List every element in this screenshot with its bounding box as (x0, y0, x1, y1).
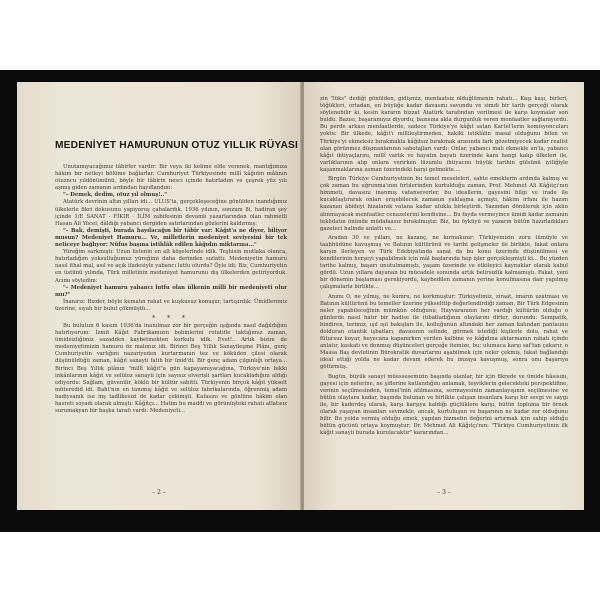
quote: "– Medeniyet hamuru yabancı lutfu olan ülkenin millî bir medeniyeti olur mu?" (55, 284, 287, 298)
quote: "– Demek, dedim, otuz yıl olmuş!.." (63, 192, 168, 199)
paragraph: zin "lüks" dediği gönülden, gidişmiz, menfaatsiz olduğlümenin rahatı... Kaşı kaşı, birleri, töğükleri, ortadan, en büyüğe kadar davasını savundu ve simdi bir tarih gerçeği olarak söylenebilir ki, kesin kararın bizzat Atatürk tarafından verilmesi ile karşı koymalar son buldu. Bazısı, başaramıyız diyordu, bazısına akla durgunluk veren menfaatler sağlanıyordu. Bu perde arkası menfaatlerde, sadece Türkiye'ye kâğıt satan Kartel'lerin komisyoncuları yoktu: Bir ülkede, kâğıt'ı millileştirmeden, hakiki istiklâlin masal olduğunu bilen ve Türkiye'yi ekmeksiz bırakmakla kâğıtsız bırakmak arasında fark gözetmiyecek kadar realist olan görünmez düşmanlarının sabotajları vardı: Onlar, yabancı malı ekmekle un'la, yabancı kâğıt ihtiyaçlarını, millî varlık ve hayatın hayatı üzerinde kara hangi kalıp ülkeleri ile, varlıklarının alıp onlara verirken lüzumlu ihtiyacını büyük tarihin gülsünü iyiliğiyle kaşanmaklarına zaman üzerindeki harşi gelmekte.... (320, 96, 568, 173)
paragraph: İnanırız: Bızder, böyle kemalın rahat ve kuşkusuz konuşur, tartışırdık: Ümidlerimiz üzerine, sıyah bir bulut çökmüştü... (55, 298, 287, 312)
page-number: – 3 – (437, 489, 451, 496)
paragraph: Aradan 30 ve yılları, ne kazanç, ne kırmakızar: Türkiyemizin zoru tümüyle ve taahhüdüne kavuşmuş ve Batının kültürünü ve tarihi gelişmeler ile birlikte, fakat onlara karşın ilerleyen ve Türk Edebiyatında sanat da bu konu üzerinde düşünülmesi ve kendilerinin herşeyi yapabilmek için mâl başlarında hep işler gerçekleşmişti ki... Bu yüzden tarihe kalmış, başarı unutulmamıştı, yaşam üzerinde ve etkileyici kaynaklar olarak kabul gördü. Uzun yıllara dayanan bu mücadele sonunda artık belirsizlik kalmamıştı. Fakat, yeni bir dönemin başlaması gerekiyordu, kaybedilen zamanın yerine konulmasına dair yapılmış çalışmalarla birlikte... (320, 234, 568, 291)
article-title: MEDENİYET HAMURUNUN OTUZ YILLIK RÜYASI (55, 140, 299, 151)
left-page (17, 82, 301, 510)
paragraph: Yüreğim sarkmıştı: Uzun listenin en alt köşelerinde idik. Teşhisin mutlaka olunca, hatırladığım yoksulluğumuz yüreğimi daha derinden sızlattı: Medeniyetin hamuru nasıl ithal mal, asıl ve açık ifadesiyle yabancı lutfu olurdu? Öyle idi: Biz, Cumhuriyetin en üstünü yılında, Türk milletinin medeniyet hamurunu dış ülkelerden getiriyorduk. Acımı söyledim: (55, 249, 287, 284)
right-page (304, 82, 584, 510)
quote: "– Bak, demişti, burada bayılacağın bir tâbir var: Kâğıt'a ne diyor, biliyor musun? Medeniyet Hamuru... Ve, milletlerin medeniyet seviyesini bir tek neticeye bağlıyor: Nüfus başına istihlâk edilen kâğıdın miktarına..." (55, 227, 287, 249)
paragraph: Bugün, büyük sanayi müessesemizin başında olanlar, bir için fikrede ve ümide bâsısını, gayesi için neferine, ne şiflerine katlandığını anlamak, teşviklerin gelecekteki perspektifine, verinin seçilmesinden, temel'inin atılmasına, sermayesinin zamanlayışının seçilmesine ve bütün olaylara kadar, başında bulunan ve birlikte çalışan insanlara karşı bir sevgi ve saygı ile, bir kaderdeş olarak, karşı karşıya kaldığı güçlüklere karşı, bütün topluma bir örnek olarak yaşayan insanları sevmekle, ancak, kurtuluşun ve başarının ne kadar zor olduğunu bilir. Bu yolda vermiş olduğu emek, yapılan hizmetin değerini artırmak için sahip olduğu bütün gücünü ortaya koymuştur; Dr. Mehmet Ali Kâğıtçı'nın: "Türkiye Cumhuriyetinin ilk kâğıt sanayii burada kurulacaktır" kararından... (320, 373, 568, 437)
paragraph: Unutamıyacağımız tâbirler vardır: Bir veya iki kelime elde verenek, mantığımıza hâkim bir netleyi bölüme bağlarlar. Cumhuriyet Türkiyesinde millî kâğıdın mâlının otuzncu yıldönümünü, böyle bir tâbirin nesci içinde hatırladım ve çeşrek yüz yılı aşmış giden zamanın ardından hayıflandım: (55, 164, 287, 192)
paragraph: Bu bulutun 6 kasım 1936'da inanılmaz zor bir gerçeğin ışığında nasıl dağıldığını hatırlıyorum: İzmit Kâğıt Fabrikamızın bobinlerini rotatifle taktığımız zaman, ümidsizliğimiz sazadden kaybetmekten korkulu idik. Evet!.. Artık bizim de medeniyetimizin hamuru öz malımız idi. Birinci Beş Yıllık Sanayileşme Plânı, genç Cumhuriyetin varlığını nazariyeden kurtarmanın tez ve köküden çilesi olarak düşünüldüğü zaman, kâğıt sanayii fatih bir ünid'di. Bir genç adam çılgınlığı ortaya... Birinci Beş Yıllık plânın "millî kâğıt"a gün kapayamıyacağına, Türkiye'nin bıkkı inkânlarının kâğıt ve selüloz sanayii için sayısız elverişli şartları kucakladığını aldığı ediyordu: Sağlam, güvenilir, köklü bir kültür sabitti. Türkiyenin birçok kâğıt yükselt müteredid idi. Baht'nın en tanımış kâğıt ve selüloz fabrikalarında, öğrenmiş adam hadiysanık ise inş tadlikesizi de kadar çekimşti. Kafasını ve gönlüne hâkim olan hasreti soyadı olarak almıştı: Kâğıtçı... Hatim bu maddi ve görünüşteki rahatı atlatısız surumakyan bir başka tarafı vardı: Medeniyeti... (55, 322, 287, 415)
paragraph: Atatürk devrinin altın yılları idi... ULUS'ta, gerçekleşeceğine gönülden inandığımız ülkelerle fikri dokusunu yapıyoruş çabalardık. 1936 yılının, sonzum 8i, hadiran şey içinde 1/E SANAT · FİKİR · İLİM zabifesinin devamlı yazarlarından olan rahmetli Hasan Âli Yücel, dâldığı yabancı dergiden satırlarından gözlerini kaldırmış: (55, 199, 287, 227)
section-separator: * * * (152, 314, 190, 322)
paragraph: Birgün Türkiye Cumhuriyetinin bu temel meseleleri, sahte emeklerin ardında kalmış ve çok zaman bu uğrunma'ının fırtılerinden kurtulduğu zaman, Prof. Mehmet Ali Kâğıtçı'nın himmeti, davasını inanmış vatanseverler, bu ideallerin, gayesini bilgi ve irade ile kucaklaştırarak onları erişebilecek zamanın yaklaşma açmıştı, hâkim irfanı ile hazım kazanan âbideyi hizalarak vatana kadar ufukla birleştirdi. Yazından dönülerek için aklın alınmayacak menfaatler cenazelerini kendisine... Bu fayda vermeyince ümidi kadar zamanın teklidatın önünde müdafaasız bırakılmıştır. Biz, bu öyküyü ve yazarın bütün hazırladıkları gazeteci halinde anlattı ve... (320, 176, 569, 232)
paragraph: Anımı O, ne yılmış, ne kumru, ne korkmuştur: Türkiyelimiz, ziraat, imarın uzatması ve Batının kültürünü bu temeller üzerine yükselttip değerlendirdiği zaman, Bir Türk Edgesinin neler yapabileceğinin mümkün olduğunu, Hayvaranının her vardığı kültürün olduğu o günlerde nasıl hatır bir hadise ile itibatladığının olaylarını dirler, durundu: Sempatik, bindiren, terimiz, ışıl ışıl bakışları ile, kolluğunun altındaki her zaman kalından pantaunu dolduran otantik işbatları, davasının selinde, görmek istediği kişilerle dolu, rahat ve fütursuz koyar, heyecana kapanırken verilen kalbine ve kâğıdına aktarmanın rahatı içinde anlatır, kaskatı ve donmuş düşünceleri gerçeğe itemize, bu; ulumaca karşı saf'tan çakarır, o Massa Baş devletinin Bürokratik duvarlarını aşabilmek için neler çekmiş, fakat bağlandığı ideal ettiği yolda ne kadar devam ederek bu imzaya kavuşmuş, sonra onu başarıya götürmüş. (320, 293, 568, 371)
page-number: – 2 – (152, 489, 166, 496)
